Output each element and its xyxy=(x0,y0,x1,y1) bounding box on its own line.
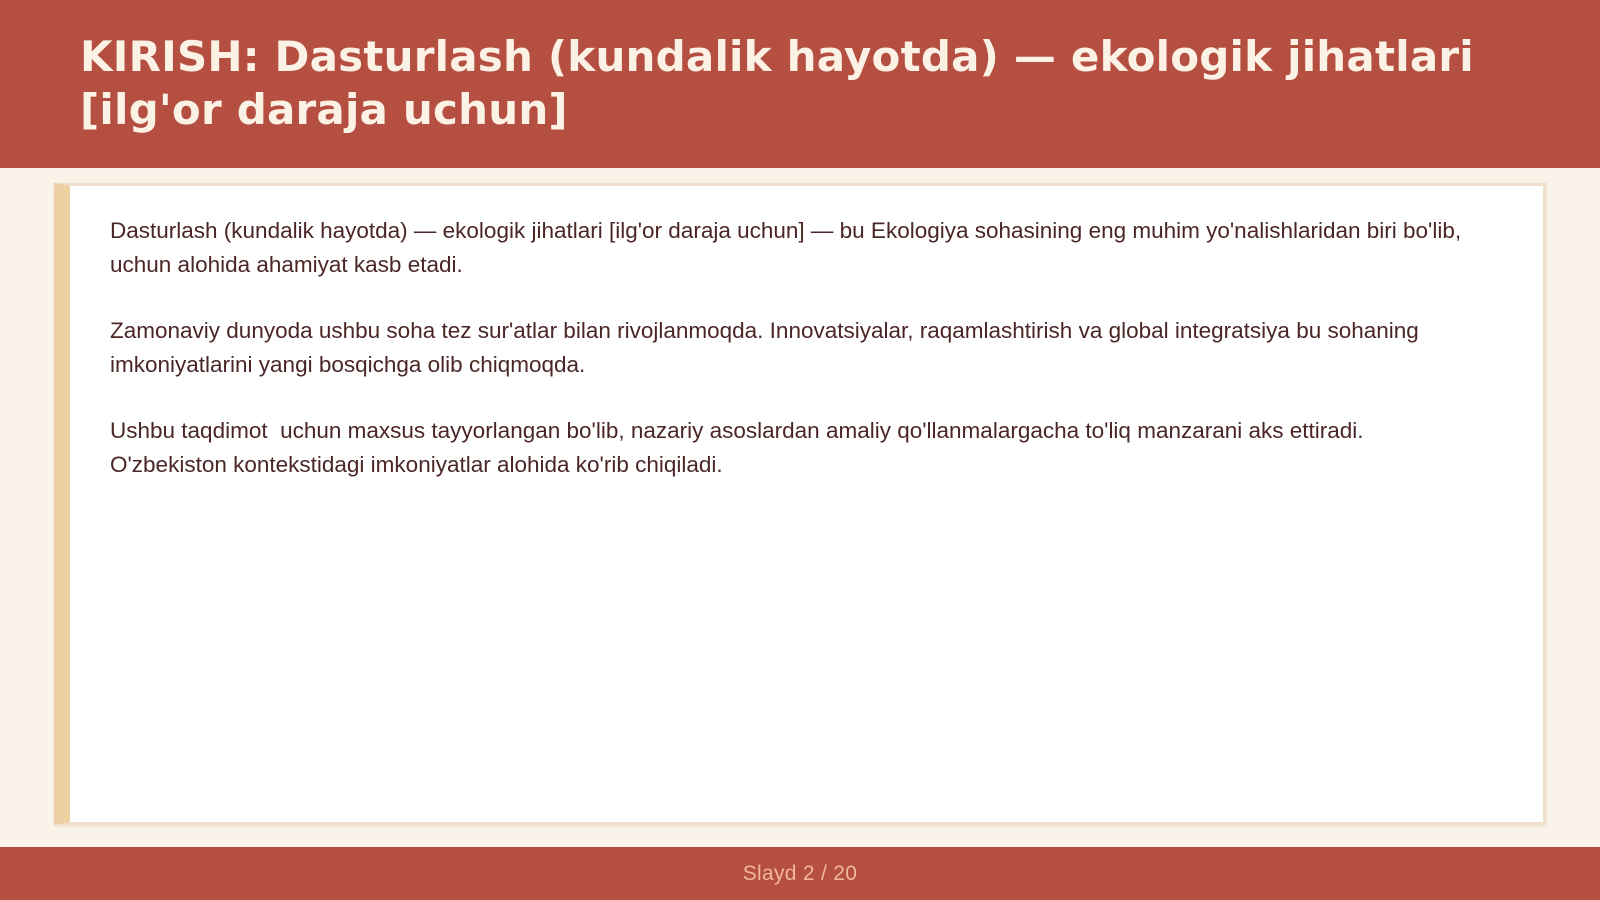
slide-title: KIRISH: Dasturlash (kundalik hayotda) — ekologik jihatlari [ilg'or daraja uchun] xyxy=(80,32,1474,134)
slide-footer xyxy=(0,847,1600,900)
presentation-scope-paragraph: Ushbu taqdimot uchun maxsus tayyorlangan bo'lib, nazariy asoslardan amaliy qo'llanmalargacha to'liq manzarani aks ettiradi. O'zbekiston kontekstidagi imkoniyatlar alohida ko'rib chiqiladi. xyxy=(110,418,1370,477)
modern-world-paragraph: Zamonaviy dunyoda ushbu soha tez sur'atlar bilan rivojlanmoqda. Innovatsiyalar, raqamlashtirish va global integratsiya bu sohaning imkoniyatlarini yangi bosqichga olib chiqmoqda. xyxy=(110,318,1426,377)
intro-paragraph: Dasturlash (kundalik hayotda) — ekologik jihatlari [ilg'or daraja uchun] — bu Ekologiya sohasining eng muhim yo'nalishlaridan biri bo'lib, uchun alohida ahamiyat kasb etadi. xyxy=(110,218,1474,277)
content-card xyxy=(54,183,1546,825)
slide-counter: Slayd 2 / 20 xyxy=(742,861,858,885)
slide-header xyxy=(0,0,1600,168)
